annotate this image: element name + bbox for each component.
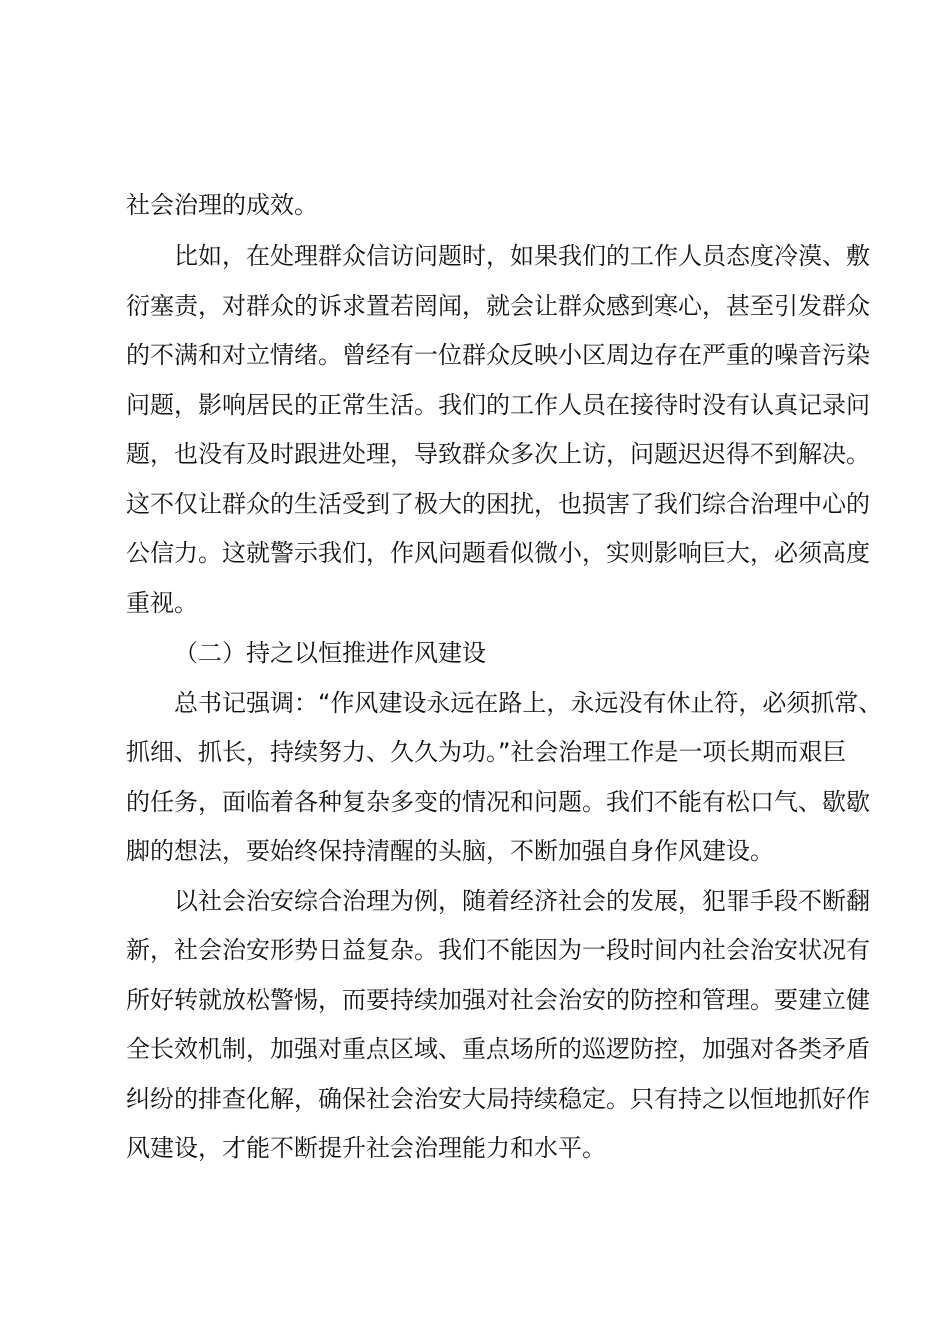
text-line: 的不满和对立情绪。曾经有一位群众反映小区周边存在严重的噪音污染 <box>126 341 870 369</box>
text-line: 社会治理的成效。 <box>126 191 318 219</box>
section-heading: （二）持之以恒推进作风建设 <box>174 639 486 667</box>
text-line: 以社会治安综合治理为例，随着经济社会的发展，犯罪手段不断翻 <box>174 887 870 915</box>
text-line: 这不仅让群众的生活受到了极大的困扰，也损害了我们综合治理中心的 <box>126 490 870 518</box>
text-line: 衍塞责，对群众的诉求置若罔闻，就会让群众感到寒心，甚至引发群众 <box>126 292 870 320</box>
text-line: 风建设，才能不断提升社会治理能力和水平。 <box>126 1134 606 1162</box>
text-line: 比如，在处理群众信访问题时，如果我们的工作人员态度冷漠、敷 <box>174 242 870 270</box>
text-line: 题，也没有及时跟进处理，导致群众多次上访，问题迟迟得不到解决。 <box>126 440 870 468</box>
text-line: 总书记强调：“作风建设永远在路上，永远没有休止符，必须抓常、 <box>174 689 883 717</box>
text-line: 抓细、抓长，持续努力、久久为功。”社会治理工作是一项长期而艰巨 <box>126 738 847 766</box>
text-line: 全长效机制，加强对重点区域、重点场所的巡逻防控，加强对各类矛盾 <box>126 1035 870 1063</box>
text-line: 问题，影响居民的正常生活。我们的工作人员在接待时没有认真记录问 <box>126 391 870 419</box>
text-line: 的任务，面临着各种复杂多变的情况和问题。我们不能有松口气、歇歇 <box>126 788 870 816</box>
text-line: 纠纷的排查化解，确保社会治安大局持续稳定。只有持之以恒地抓好作 <box>126 1085 870 1113</box>
text-line: 重视。 <box>126 589 198 617</box>
text-line: 所好转就放松警惕，而要持续加强对社会治安的防控和管理。要建立健 <box>126 986 870 1014</box>
text-line: 新，社会治安形势日益复杂。我们不能因为一段时间内社会治安状况有 <box>126 936 870 964</box>
text-line: 脚的想法，要始终保持清醒的头脑，不断加强自身作风建设。 <box>126 837 774 865</box>
text-line: 公信力。这就警示我们，作风问题看似微小，实则影响巨大，必须高度 <box>126 539 870 567</box>
